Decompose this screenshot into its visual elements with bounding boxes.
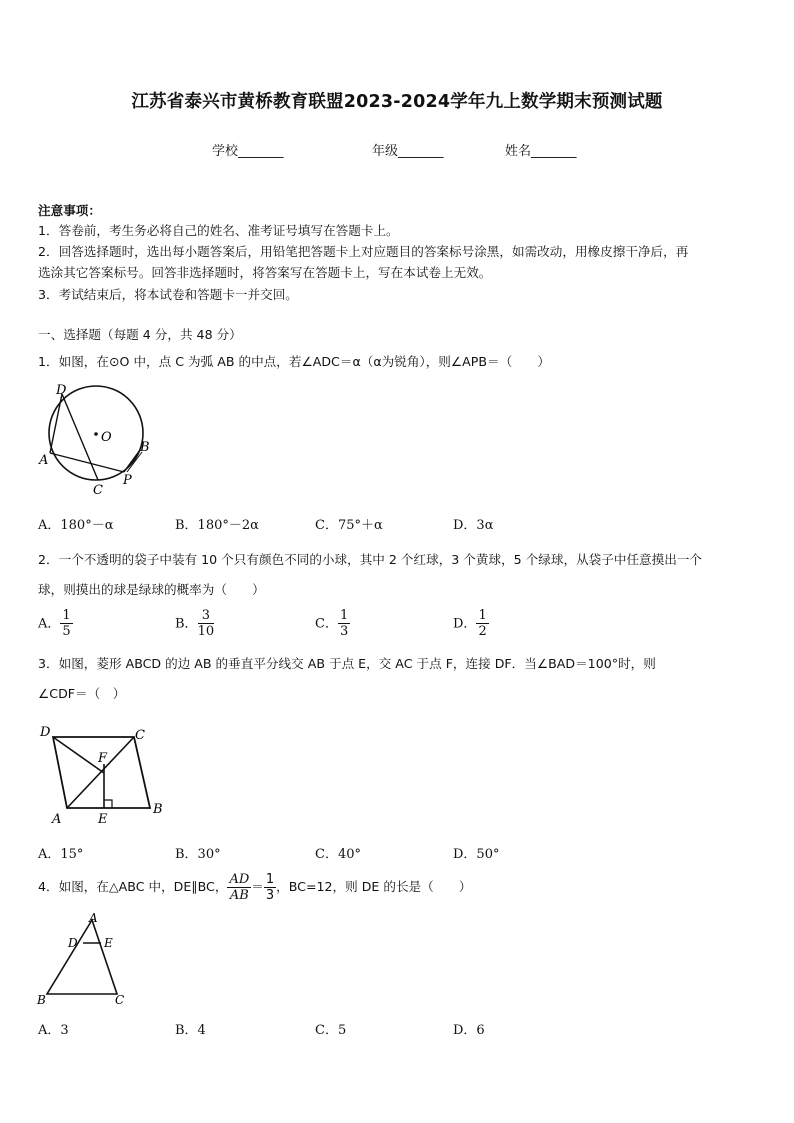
q3-label-d: D [40,725,51,740]
q4-option-b: B．4 [175,1023,206,1038]
q3-option-c: C．40° [315,847,361,862]
q4-option-c: C．5 [315,1023,347,1038]
q4-label-a: A [89,911,98,925]
q1-label-p: P [123,473,132,488]
q1-option-b: B．180°－2α [175,518,259,533]
notice-heading: 注意事项： [38,203,101,218]
q3-text-1: 3．如图，菱形 ABCD 的边 AB 的垂直平分线交 AB 于点 E，交 AC 于点 F，连接 DF．当∠BAD＝100°时，则 [38,656,656,671]
notice-line-1: 1．答卷前，考生务必将自己的姓名、准考证号填写在答题卡上。 [38,223,399,238]
notice-line-2a: 2．回答选择题时，选出每小题答案后，用铅笔把答题卡上对应题目的答案标号涂黑，如需改动，用橡皮擦干净后，再 [38,244,689,259]
q4-label-c: C [115,993,125,1007]
q3-label-e: E [98,812,108,827]
q1-label-b: B [140,440,150,455]
q4-label-e: E [104,936,113,950]
q1-option-a: A．180°－α [38,518,114,533]
q4-triangle-figure [34,910,134,1010]
q1-label-a: A [39,453,49,468]
q1-label-d: D [56,383,67,398]
q3-label-f: F [98,751,108,766]
q2-text-2: 球，则摸出的球是绿球的概率为（ ） [38,582,265,597]
q1-label-c: C [93,483,103,498]
q4-option-d: D．6 [453,1023,485,1038]
grade-field: 年级_______ [372,144,444,159]
q3-label-b: B [153,802,163,817]
q3-option-d: D．50° [453,847,500,862]
section-heading: 一、选择题（每题 4 分，共 48 分） [38,327,242,342]
q4-label-d: D [68,936,78,950]
q3-option-a: A．15° [38,847,84,862]
q3-option-b: B．30° [175,847,221,862]
q4-option-a: A．3 [38,1023,69,1038]
q3-label-c: C [135,728,145,743]
q2-option-c: C． $\frac{1}{3}$ [315,608,349,639]
q2-option-d: D． $\frac{1}{2}$ [453,608,487,639]
page-title: 江苏省泰兴市黄桥教育联盟2023-2024学年九上数学期末预测试题 [131,92,663,112]
q4-label-b: B [37,993,46,1007]
q1-text: 1．如图，在⊙O 中，点 C 为弧 AB 的中点，若∠ADC＝α（α为锐角），则∠APB＝（ ） [38,354,551,369]
q4-text: 4．如图，在△ABC 中，DE∥BC， $\frac{AD}{AB}$ ＝ $\frac{1}{3}$ ，BC=12，则 DE 的长是（ ） [38,871,472,903]
q1-option-d: D．3α [453,518,494,533]
q1-label-o: O [101,430,112,445]
school-field: 学校_______ [212,144,284,159]
name-field: 姓名_______ [505,144,577,159]
q3-label-a: A [52,812,62,827]
notice-line-3: 3．考试结束后，将本试卷和答题卡一并交回。 [38,287,298,302]
q2-text-1: 2．一个不透明的袋子中装有 10 个只有颜色不同的小球，其中 2 个红球，3 个黄球，5 个绿球，从袋子中任意摸出一个 [38,552,703,567]
q3-text-2: ∠CDF＝（ ） [38,686,126,701]
notice-line-2b: 选涂其它答案标号。回答非选择题时，将答案写在答题卡上，写在本试卷上无效。 [38,265,492,280]
q1-option-c: C．75°＋α [315,518,383,533]
q1-circle-figure [36,380,166,498]
q2-option-a: A． $\frac{1}{5}$ [38,608,71,639]
q2-option-b: B． $\frac{3}{10}$ [175,608,215,639]
q3-rhombus-figure [36,720,176,828]
